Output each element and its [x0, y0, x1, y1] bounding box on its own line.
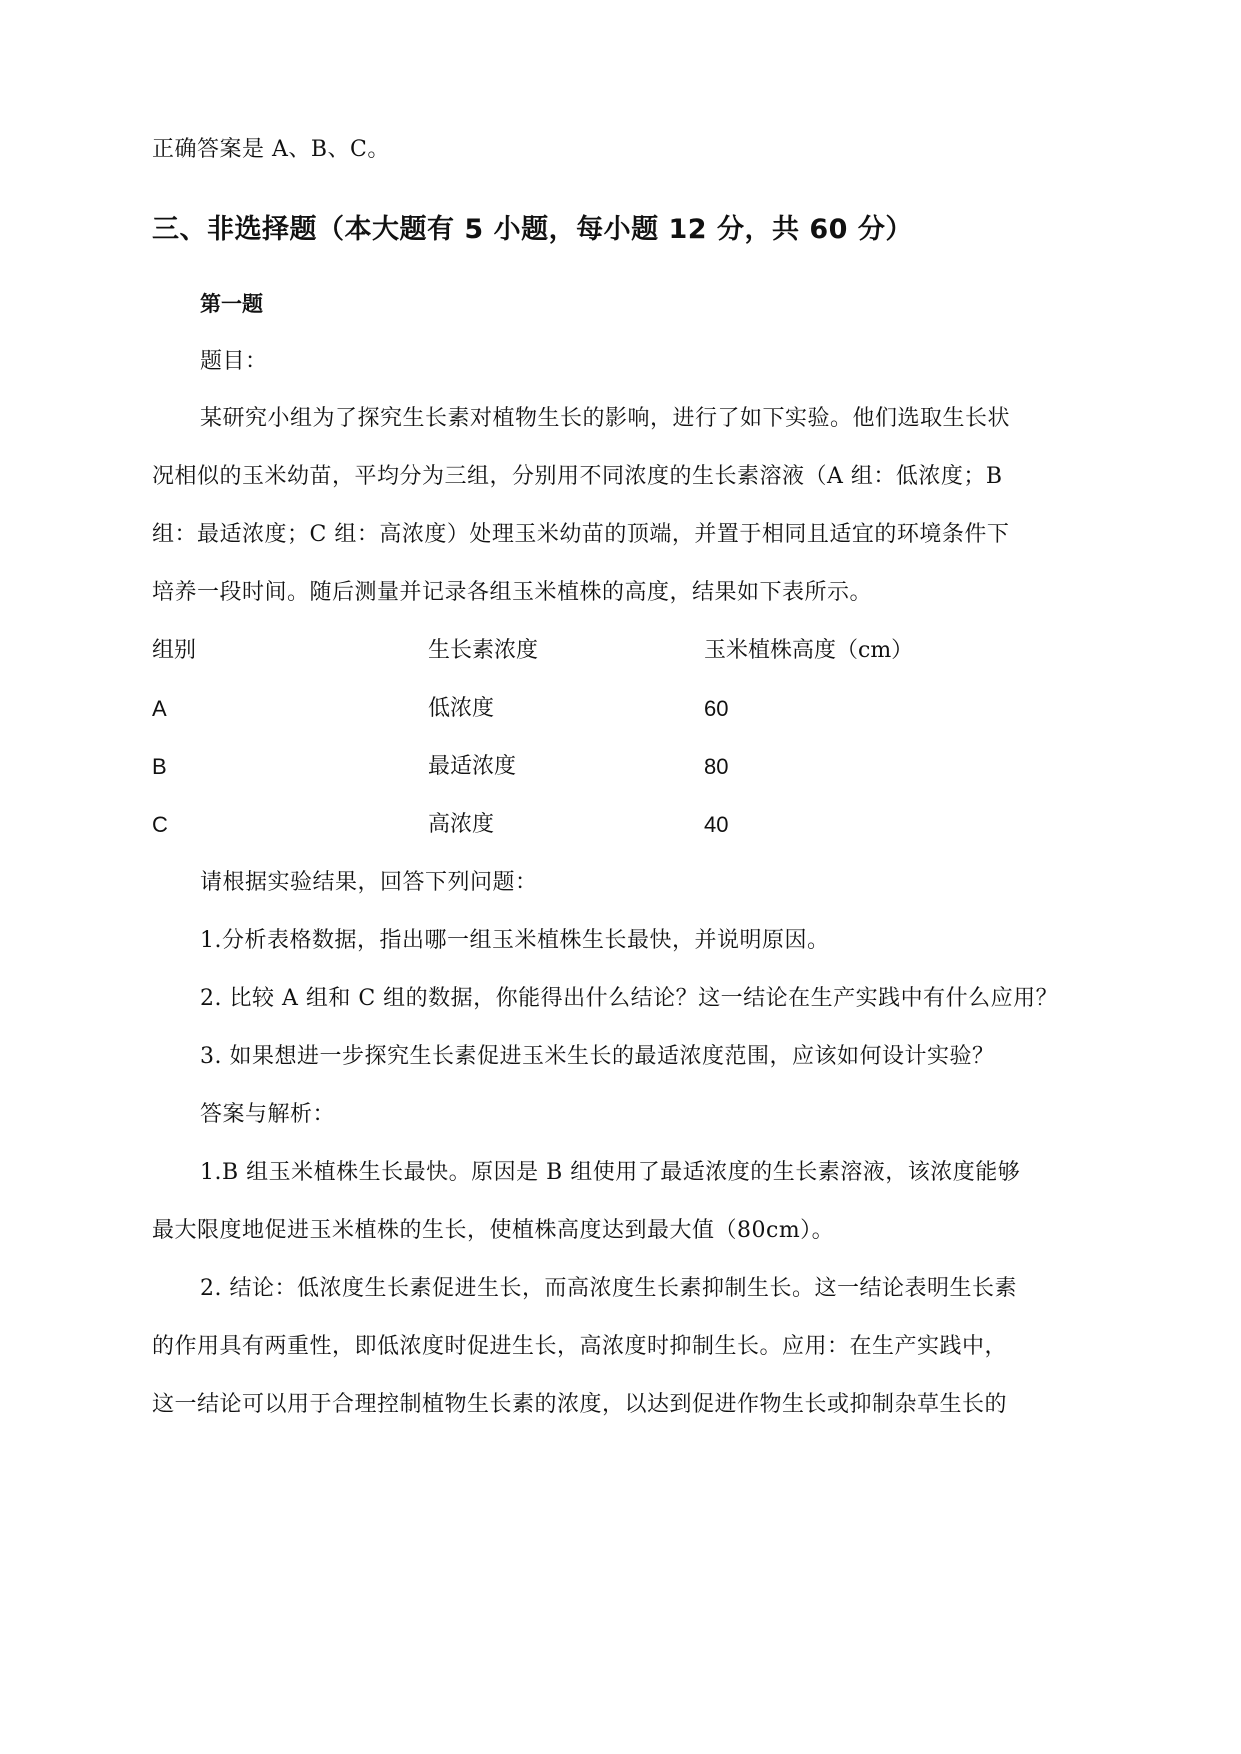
sub-question: 1.分析表格数据，指出哪一组玉米植株生长最快，并说明原因。 — [200, 928, 830, 953]
table-cell: 60 — [704, 696, 729, 721]
instruction: 请根据实验结果，回答下列问题： — [200, 870, 538, 895]
table-cell: 高浓度 — [428, 812, 495, 837]
prompt-label: 题目： — [200, 349, 268, 374]
table-cell: C — [152, 812, 168, 837]
question-label: 第一题 — [200, 292, 263, 316]
question-line: 培养一段时间。随后测量并记录各组玉米植株的高度，结果如下表所示。 — [152, 580, 873, 605]
table-header: 组别 — [152, 638, 197, 663]
answer-line: 这一结论可以用于合理控制植物生长素的浓度，以达到促进作物生长或抑制杂草生长的 — [152, 1392, 1008, 1417]
table-cell: A — [152, 696, 167, 721]
table-header: 生长素浓度 — [428, 638, 539, 663]
answer-line: 最大限度地促进玉米植株的生长，使植株高度达到最大值（80cm）。 — [152, 1218, 835, 1243]
answer-label: 答案与解析： — [200, 1102, 336, 1127]
answer-line: 1.B 组玉米植株生长最快。原因是 B 组使用了最适浓度的生长素溶液，该浓度能够 — [200, 1160, 1021, 1185]
question-line: 组：最适浓度；C 组：高浓度）处理玉米幼苗的顶端，并置于相同且适宜的环境条件下 — [152, 522, 1010, 547]
question-line: 况相似的玉米幼苗，平均分为三组，分别用不同浓度的生长素溶液（A 组：低浓度；B — [152, 464, 1003, 489]
answer-line: 2. 结论：低浓度生长素促进生长，而高浓度生长素抑制生长。这一结论表明生长素 — [200, 1276, 1017, 1301]
table-header: 玉米植株高度（cm） — [704, 638, 914, 663]
table-cell: 80 — [704, 754, 729, 779]
sub-question: 2. 比较 A 组和 C 组的数据，你能得出什么结论？这一结论在生产实践中有什么应用？ — [200, 986, 1059, 1011]
intro-answer: 正确答案是 A、B、C。 — [152, 137, 390, 162]
question-line: 某研究小组为了探究生长素对植物生长的影响，进行了如下实验。他们选取生长状 — [200, 406, 1011, 431]
table-cell: 最适浓度 — [428, 754, 517, 779]
section-title: 三、非选择题（本大题有 5 小题，每小题 12 分，共 60 分） — [152, 214, 913, 245]
sub-question: 3. 如果想进一步探究生长素促进玉米生长的最适浓度范围，应该如何设计实验？ — [200, 1044, 995, 1069]
table-cell: 40 — [704, 812, 729, 837]
table-cell: B — [152, 754, 167, 779]
answer-line: 的作用具有两重性，即低浓度时促进生长，高浓度时抑制生长。应用：在生产实践中， — [152, 1334, 1008, 1359]
table-cell: 低浓度 — [428, 696, 495, 721]
